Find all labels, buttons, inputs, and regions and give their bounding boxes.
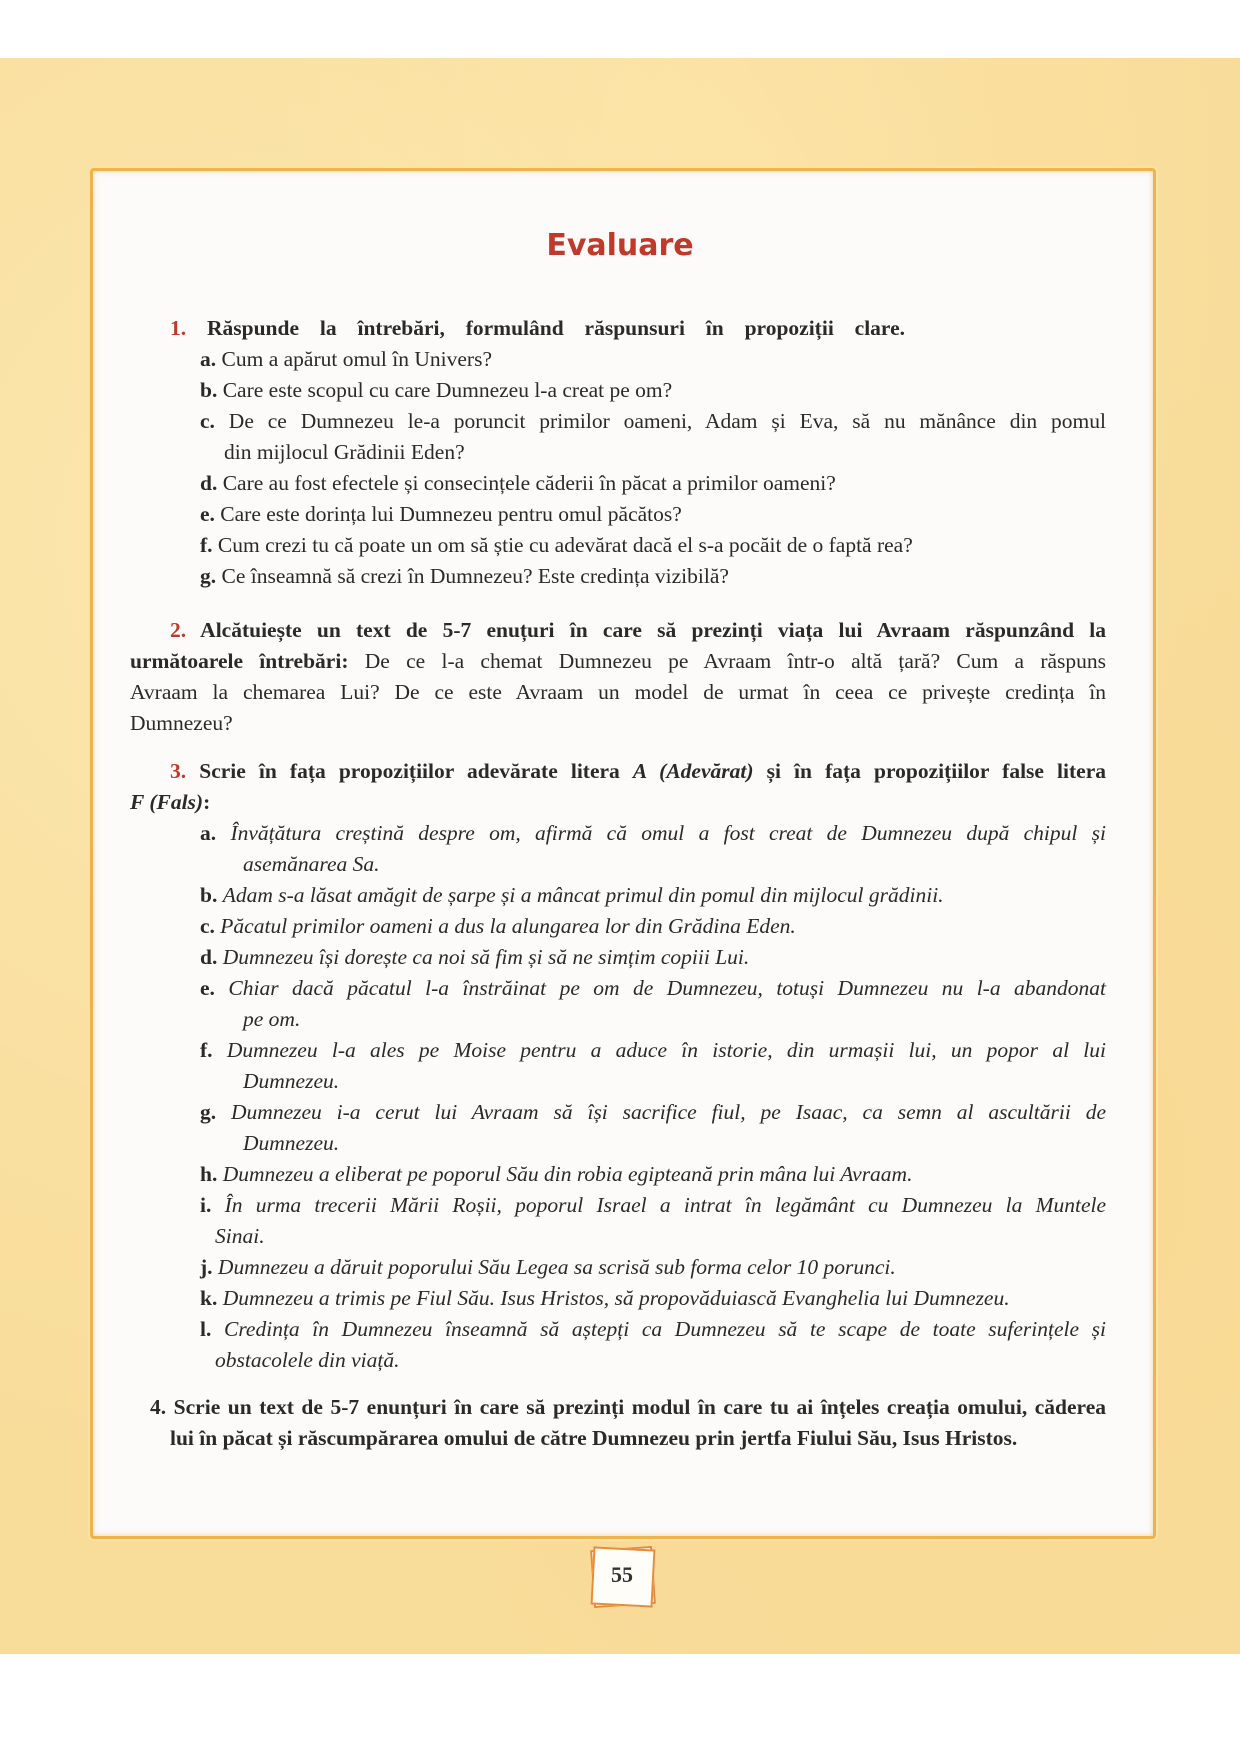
q3-item: e. Chiar dacă păcatul l-a înstrăinat pe om de Dumnezeu, totuși Dumnezeu nu l-a abandonat bbox=[200, 976, 1107, 1000]
q1-item: b. Care este scopul cu care Dumnezeu l-a creat pe om? bbox=[200, 378, 673, 402]
question-3-line-2: F (Fals): bbox=[130, 790, 211, 814]
q3-item: g. Dumnezeu i-a cerut lui Avraam să își sacrifice fiul, pe Isaac, ca semn al ascultării de bbox=[200, 1100, 1106, 1124]
q1-item: c. De ce Dumnezeu le-a poruncit primilor oameni, Adam și Eva, să nu mănânce din pomul bbox=[200, 409, 1106, 433]
q3-item: h. Dumnezeu a eliberat pe poporul Său din robia egipteană prin mâna lui Avraam. bbox=[200, 1162, 913, 1186]
q3-item-continuation: asemănarea Sa. bbox=[243, 852, 380, 876]
q3-item-continuation: Sinai. bbox=[215, 1224, 265, 1248]
question-3-line-1: 3. Scrie în fața propozițiilor adevărate litera A (Adevărat) și în fața propozițiilor false litera bbox=[170, 759, 1107, 783]
q3-item: c. Păcatul primilor oameni a dus la alungarea lor din Grădina Eden. bbox=[200, 914, 796, 938]
question-2-line-3: Avraam la chemarea Lui? De ce este Avraam un model de urmat în ceea ce privește credința în bbox=[130, 680, 1106, 704]
q3-item: f. Dumnezeu l-a ales pe Moise pentru a aduce în istorie, din urmașii lui, un popor al lui bbox=[200, 1038, 1107, 1062]
page-title: Evaluare bbox=[546, 228, 694, 263]
q1-item: e. Care este dorința lui Dumnezeu pentru omul păcătos? bbox=[200, 502, 682, 526]
page-number: 55 bbox=[611, 1562, 633, 1587]
question-4-line-1: 4. Scrie un text de 5-7 enunțuri în care să prezinți modul în care tu ai înțeles creația omului, căderea bbox=[150, 1395, 1106, 1419]
q3-item-continuation: Dumnezeu. bbox=[243, 1131, 340, 1155]
q1-item-continuation: din mijlocul Grădinii Eden? bbox=[224, 440, 465, 464]
q3-item: b. Adam s-a lăsat amăgit de șarpe și a mâncat primul din pomul din mijlocul grădinii. bbox=[200, 883, 944, 907]
q3-item-continuation: Dumnezeu. bbox=[243, 1069, 340, 1093]
q1-item: a. Cum a apărut omul în Univers? bbox=[200, 347, 492, 371]
question-4-line-2: lui în păcat și răscumpărarea omului de către Dumnezeu prin jertfa Fiului Său, Isus Hristos. bbox=[170, 1426, 1018, 1450]
q3-item: k. Dumnezeu a trimis pe Fiul Său. Isus Hristos, să propovăduiască Evanghelia lui Dumnezeu. bbox=[200, 1286, 1010, 1310]
q3-item-continuation: obstacolele din viață. bbox=[215, 1348, 400, 1372]
question-2-line-2: următoarele întrebări: De ce l-a chemat Dumnezeu pe Avraam într-o altă țară? Cum a răspuns bbox=[130, 649, 1107, 673]
q3-item: l. Credința în Dumnezeu înseamnă să aștepți ca Dumnezeu să te scape de toate suferințele și bbox=[200, 1317, 1107, 1341]
q1-item: d. Care au fost efectele și consecințele căderii în păcat a primilor oameni? bbox=[200, 471, 836, 495]
question-2-line-4: Dumnezeu? bbox=[130, 711, 233, 735]
question-1-text: Răspunde la întrebări, formulând răspunsuri în propoziții clare. bbox=[207, 316, 905, 340]
q3-item: i. În urma trecerii Mării Roșii, poporul Israel a intrat în legământ cu Dumnezeu la Muntele bbox=[200, 1193, 1107, 1217]
q3-item: j. Dumnezeu a dăruit poporului Său Legea sa scrisă sub forma celor 10 porunci. bbox=[200, 1255, 896, 1279]
question-1-number: 1. bbox=[170, 316, 187, 340]
q1-item: g. Ce înseamnă să crezi în Dumnezeu? Este credința vizibilă? bbox=[200, 564, 729, 588]
page-number-box bbox=[588, 1544, 656, 1608]
question-2-line-1: 2. Alcătuiește un text de 5-7 enuțuri în care să prezinți viața lui Avraam răspunzând la bbox=[170, 618, 1106, 642]
question-1 bbox=[170, 313, 905, 344]
q1-item: f. Cum crezi tu că poate un om să știe cu adevărat dacă el s-a pocăit de o faptă rea? bbox=[200, 533, 913, 557]
q3-item: a. Învățătura creștină despre om, afirmă că omul a fost creat de Dumnezeu după chipul și bbox=[200, 821, 1106, 845]
q3-item-continuation: pe om. bbox=[243, 1007, 301, 1031]
q3-item: d. Dumnezeu își dorește ca noi să fim și să ne simțim copiii Lui. bbox=[200, 945, 750, 969]
